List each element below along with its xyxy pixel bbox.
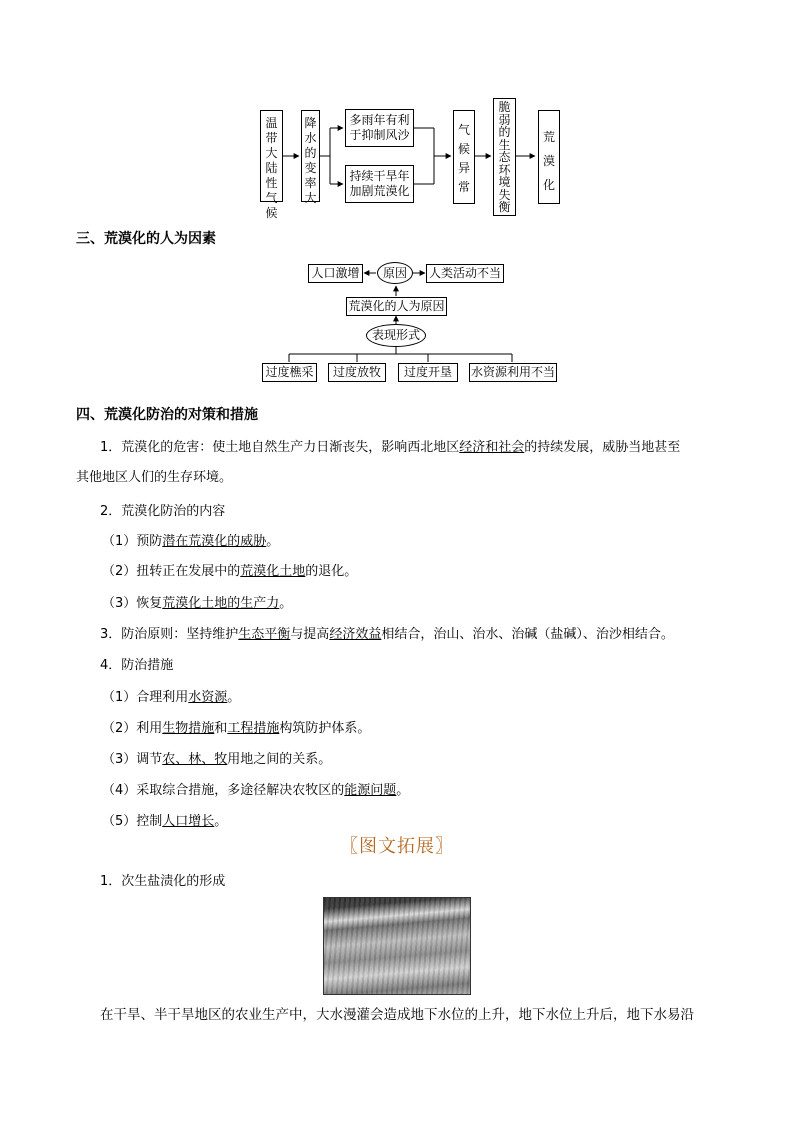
b7-char: 漠 [542, 154, 555, 168]
para-principle-a: 3．防治原则：坚持维护 [100, 627, 239, 642]
b6-char: 境 [498, 175, 511, 189]
b6-char: 的 [498, 125, 511, 139]
para-measure-5 [102, 810, 227, 829]
b1-char: 性 [265, 176, 278, 190]
keyword-economy-society: 经济和社会 [459, 440, 525, 455]
b6-char: 弱 [498, 112, 511, 127]
para-measures-title: 4．防治措施 [100, 658, 174, 673]
para-harm-line2: 其他地区人们的生存环境。 [76, 470, 233, 485]
flow1-drought-year-text: 持续干旱年加剧荒漠化 [349, 169, 410, 198]
keyword-desert-land: 荒漠化土地 [240, 564, 306, 579]
b1-char: 温 [265, 116, 278, 130]
para-harm-line1 [100, 436, 680, 455]
flow2-population-text: 人口激增 [311, 266, 360, 280]
b2-char: 的 [304, 146, 317, 160]
para-measure-2 [102, 717, 370, 736]
flow2-box-form-2 [328, 363, 386, 382]
flow2-form-1-text: 过度樵采 [265, 365, 314, 379]
para-measure-3-a: （3）调节 [102, 752, 163, 767]
b1-char: 陆 [265, 161, 278, 175]
b2-char: 变 [304, 161, 317, 175]
flow2-form-4-text: 水资源利用不当 [470, 365, 555, 379]
b6-char: 环 [498, 162, 511, 177]
flow2-box-human-cause [346, 297, 447, 316]
para-content-2 [102, 560, 357, 579]
extension-title: 〖图文拓展〗 [340, 836, 454, 857]
para-measure-1-a: （1）合理利用 [102, 690, 189, 705]
para-measure-1 [102, 686, 240, 705]
b6-char: 脆 [498, 100, 511, 114]
keyword-population-growth: 人口增长 [162, 814, 215, 829]
b5-char: 异 [457, 161, 470, 175]
flow2-box-improper-activity [426, 264, 504, 283]
b6-char: 态 [498, 150, 511, 164]
b5-char: 候 [457, 142, 470, 156]
para-harm-b: 的持续发展，威胁当地甚至 [524, 440, 681, 455]
flow2-human-cause-text: 荒漠化的人为原因 [348, 299, 445, 313]
b5-char: 常 [457, 180, 470, 194]
b2-char: 降 [304, 116, 317, 130]
para-content-1-a: （1）预防 [102, 534, 163, 549]
extension-last-line: 在干旱、半干旱地区的农业生产中，大水漫灌会造成地下水位的上升，地下水位上升后，地下水易沿 [100, 1007, 694, 1023]
para-principle-b: 与提高 [290, 627, 330, 642]
para-measure-3-b: 用地之间的关系。 [227, 752, 332, 767]
b6-char: 生 [498, 137, 511, 152]
keyword-bio-measures: 生物措施 [162, 721, 215, 736]
b7-char: 荒 [542, 130, 555, 144]
flow2-box-form-1 [262, 363, 317, 382]
b6-char: 衡 [498, 200, 511, 214]
keyword-land-productivity: 荒漠化土地的生产力 [162, 596, 280, 611]
b5-char: 气 [457, 123, 470, 137]
b2-char: 水 [304, 131, 317, 145]
para-content-3 [102, 592, 292, 611]
para-measure-2-c: 构筑防护体系。 [279, 721, 371, 736]
para-harm-a: 1．荒漠化的危害：使土地自然生产力日渐丧失，影响西北地区 [100, 440, 460, 455]
para-principle-c: 相结合，治山、治水、治碱（盐碱）、治沙相结合。 [381, 627, 674, 642]
flow2-box-form-4 [469, 363, 557, 382]
keyword-agri-forest-pasture: 农、林、牧 [162, 752, 228, 767]
flow2-cause-text: 原因 [382, 265, 407, 280]
keyword-ecological-balance: 生态平衡 [238, 627, 291, 642]
para-measure-1-b: 。 [227, 690, 241, 705]
para-content-1-b: 。 [266, 534, 280, 549]
para-measure-2-b: 和 [214, 721, 228, 736]
para-content-2-a: （2）扭转正在发展中的 [102, 564, 241, 579]
para-content-3-b: 。 [279, 596, 293, 611]
para-measure-5-b: 。 [214, 814, 228, 829]
flow2-form-2-text: 过度放牧 [332, 365, 381, 379]
flow2-box-population [308, 264, 363, 283]
b1-char: 大 [265, 146, 278, 160]
b1-char: 带 [265, 131, 278, 145]
b7-char: 化 [542, 178, 555, 192]
para-measure-4-a: （4）采取综合措施，多途径解决农牧区的 [102, 783, 345, 798]
para-content-1 [102, 530, 279, 549]
para-measure-5-a: （5）控制 [102, 814, 163, 829]
para-measure-3 [102, 748, 331, 767]
flow2-form-text: 表现形式 [371, 328, 420, 342]
para-measure-4-b: 。 [396, 783, 410, 798]
para-measure-2-a: （2）利用 [102, 721, 163, 736]
keyword-energy-problem: 能源问题 [344, 783, 397, 798]
keyword-water-resources: 水资源 [188, 690, 228, 705]
keyword-potential-threat: 潜在荒漠化的威胁 [162, 534, 267, 549]
flow2-form-3-text: 过度开垦 [403, 365, 452, 379]
b6-char: 失 [498, 187, 511, 202]
para-content-3-a: （3）恢复 [102, 596, 163, 611]
para-content-2-b: 的退化。 [305, 564, 358, 579]
para-content-title: 2．荒漠化防治的内容 [100, 504, 226, 519]
b1-char: 候 [265, 206, 278, 220]
b1-char: 气 [265, 191, 278, 205]
saline-land-photo [323, 897, 471, 995]
section3-heading: 三、荒漠化的人为因素 [76, 231, 216, 247]
flow2-oval-form [366, 324, 426, 347]
flow2-improper-text: 人类活动不当 [428, 266, 501, 280]
extension-item-1: 1．次生盐渍化的形成 [100, 874, 226, 889]
b2-char: 大 [304, 191, 317, 205]
flow1-rainy-year-text: 多雨年有利于抑制风沙 [349, 113, 410, 142]
flow2-box-form-3 [398, 363, 458, 382]
keyword-economic-benefit: 经济效益 [329, 627, 382, 642]
flow2-oval-cause [377, 262, 413, 284]
para-principle [100, 623, 674, 642]
keyword-engineering-measures: 工程措施 [227, 721, 280, 736]
b2-char: 率 [304, 176, 317, 190]
section4-heading: 四、荒漠化防治的对策和措施 [76, 407, 258, 423]
para-measure-4 [102, 779, 409, 798]
